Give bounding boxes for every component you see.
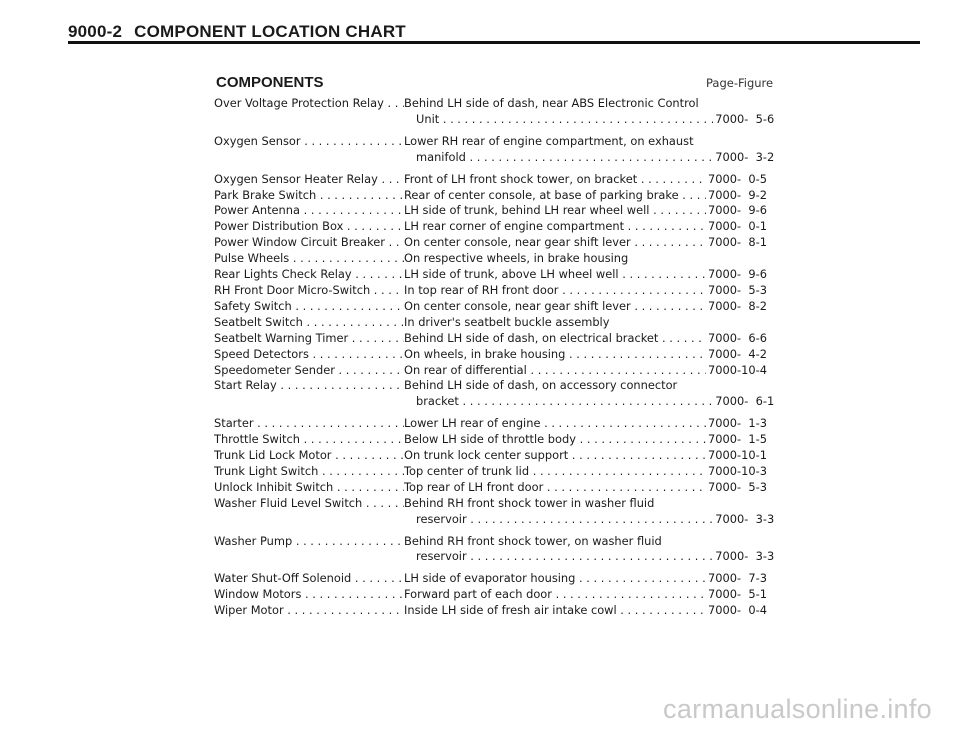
table-row-continuation (214, 549, 794, 565)
page-figure-ref: 7000- 4-2 (708, 346, 767, 361)
component-name: Rear Lights Check Relay . . . (214, 267, 404, 283)
component-table (214, 96, 794, 619)
page-figure-ref: 7000-10-1 (708, 448, 767, 463)
component-location: In top rear of RH front door . . . (404, 283, 706, 299)
table-row (214, 432, 794, 448)
page-figure-ref: 7000- 3-3 (715, 549, 775, 564)
page-figure-ref: 7000- 6-1 (715, 394, 775, 409)
page-figure-ref: 7000- 5-6 (715, 111, 775, 126)
component-name: Water Shut-Off Solenoid . . . (214, 571, 404, 587)
component-location: Behind LH side of dash, near ABS Electronic Control (404, 96, 699, 110)
component-name (214, 549, 401, 565)
component-name: Washer Fluid Level Switch . . . (214, 496, 404, 512)
component-name: Trunk Lid Lock Motor . . . (214, 448, 404, 464)
component-location: LH side of trunk, above LH wheel well . . . (404, 267, 706, 283)
table-row (214, 448, 794, 464)
page-figure-ref: 7000- 7-3 (708, 571, 767, 586)
page-figure-ref: 7000- 3-2 (715, 149, 775, 164)
component-name: Park Brake Switch . . . (214, 188, 404, 204)
component-name: Oxygen Sensor Heater Relay . . . (214, 172, 404, 188)
table-row (214, 267, 794, 283)
component-location: Inside LH side of fresh air intake cowl . . . (404, 603, 706, 619)
page-figure-ref (706, 251, 788, 267)
table-row (214, 496, 794, 512)
component-location: Behind LH side of dash, on accessory connector (404, 378, 678, 393)
component-location: On respective wheels, in brake housing (404, 251, 629, 266)
table-row (214, 283, 794, 299)
component-name: Start Relay . . . (214, 378, 404, 394)
table-row (214, 534, 794, 550)
table-row-continuation (214, 512, 794, 528)
page-title: COMPONENT LOCATION CHART (134, 22, 406, 41)
table-row-continuation (214, 112, 794, 128)
page-figure-ref: 7000- 1-5 (708, 432, 767, 447)
page-figure-ref: 7000- 0-5 (708, 171, 767, 186)
component-name (214, 112, 401, 128)
component-name: Throttle Switch . . . (214, 432, 404, 448)
component-location: Front of LH front shock tower, on bracket . . . (404, 172, 706, 188)
component-name: Unlock Inhibit Switch . . . (214, 480, 404, 496)
table-row (214, 172, 794, 188)
page-header (68, 22, 406, 42)
component-location: manifold . . . (401, 150, 713, 166)
table-row (214, 299, 794, 315)
page-figure-ref (706, 496, 788, 512)
component-name: Wiper Motor . . . (214, 603, 404, 619)
page-figure-ref: 7000- 5-1 (708, 587, 767, 602)
page-figure-ref (706, 534, 788, 550)
table-row-continuation (214, 394, 794, 410)
component-location: Rear of center console, at base of parking brake . . . (404, 188, 706, 204)
component-name: Seatbelt Warning Timer . . . (214, 331, 404, 347)
component-location: Behind LH side of dash, on electrical bracket . . . (404, 331, 706, 347)
component-name (214, 150, 401, 166)
table-row (214, 571, 794, 587)
page-figure-ref (706, 378, 788, 394)
component-name: Window Motors . . . (214, 587, 404, 603)
component-location: LH side of trunk, behind LH rear wheel well . . . (404, 203, 706, 219)
page-number: 9000-2 (68, 22, 123, 41)
table-row (214, 134, 794, 150)
page-figure-ref: 7000- 5-3 (708, 479, 767, 494)
page-figure-ref: 7000- 6-6 (708, 330, 767, 345)
table-row (214, 480, 794, 496)
component-location: Below LH side of throttle body . . . (404, 432, 706, 448)
component-location: LH side of evaporator housing . . . (404, 571, 706, 587)
component-location: Lower LH rear of engine . . . (404, 416, 706, 432)
component-name: Safety Switch . . . (214, 299, 404, 315)
component-location: On center console, near gear shift lever . . . (404, 299, 706, 315)
component-location: Lower RH rear of engine compartment, on exhaust (404, 133, 694, 148)
page-figure-ref: 7000- 3-3 (715, 511, 775, 526)
component-location: On rear of differential . . . (404, 363, 706, 379)
component-name: Speedometer Sender . . . (214, 363, 404, 379)
component-name: RH Front Door Micro-Switch . . . (214, 283, 404, 299)
page-figure-ref (706, 134, 788, 150)
table-row (214, 331, 794, 347)
table-row-continuation (214, 150, 794, 166)
table-row (214, 603, 794, 619)
component-location: Unit . . . (401, 112, 713, 128)
table-row (214, 219, 794, 235)
component-name: Speed Detectors . . . (214, 347, 404, 363)
figure-column-heading: Page-Figure (706, 76, 774, 90)
page-figure-ref: 7000- 8-1 (708, 235, 767, 250)
table-row (214, 315, 794, 331)
component-name: Seatbelt Switch . . . (214, 315, 404, 331)
page-figure-ref: 7000- 9-6 (708, 267, 767, 282)
component-location: Top rear of LH front door . . . (404, 480, 706, 496)
component-name (214, 394, 401, 410)
page-figure-ref: 7000- 0-4 (708, 603, 767, 618)
component-name: Over Voltage Protection Relay . . . (214, 96, 404, 112)
page-figure-ref: 7000- 8-2 (708, 298, 767, 313)
table-row (214, 378, 794, 394)
page-figure-ref: 7000- 5-3 (708, 282, 767, 297)
component-name: Power Distribution Box . . . (214, 219, 404, 235)
table-row (214, 464, 794, 480)
component-name: Starter . . . (214, 416, 404, 432)
component-name: Trunk Light Switch . . . (214, 464, 404, 480)
component-location: In driver's seatbelt buckle assembly (404, 314, 610, 329)
header-rule (68, 41, 920, 44)
table-row (214, 203, 794, 219)
table-row (214, 235, 794, 251)
page-figure-ref: 7000-10-3 (708, 463, 767, 478)
component-name: Power Antenna . . . (214, 203, 404, 219)
table-row (214, 416, 794, 432)
component-location: On wheels, in brake housing . . . (404, 347, 706, 363)
component-name: Pulse Wheels . . . (214, 251, 404, 267)
table-row (214, 347, 794, 363)
table-row (214, 188, 794, 204)
page-figure-ref: 7000- 9-6 (708, 203, 767, 218)
page-figure-ref (706, 96, 788, 112)
component-location: On center console, near gear shift lever . . . (404, 235, 706, 251)
component-location: reservoir . . . (401, 512, 713, 528)
page-figure-ref: 7000- 9-2 (708, 187, 767, 202)
watermark: carmanualsonline.info (663, 694, 932, 724)
component-location: Top center of trunk lid . . . (404, 464, 706, 480)
component-location: Behind RH front shock tower in washer fluid (404, 495, 655, 510)
component-location: Behind RH front shock tower, on washer fluid (404, 533, 662, 548)
page-figure-ref: 7000- 0-1 (708, 219, 767, 234)
table-row (214, 251, 794, 267)
table-row (214, 587, 794, 603)
component-name (214, 512, 401, 528)
component-location: Forward part of each door . . . (404, 587, 706, 603)
component-location: reservoir . . . (401, 549, 713, 565)
component-location: On trunk lock center support . . . (404, 448, 706, 464)
component-name: Washer Pump . . . (214, 534, 404, 550)
section-title: COMPONENTS (216, 74, 324, 91)
table-row (214, 96, 794, 112)
component-location: LH rear corner of engine compartment . . . (404, 219, 706, 235)
component-name: Oxygen Sensor . . . (214, 134, 404, 150)
page-figure-ref: 7000-10-4 (708, 362, 767, 377)
table-row (214, 363, 794, 379)
page-figure-ref (706, 315, 788, 331)
component-name: Power Window Circuit Breaker . . . (214, 235, 404, 251)
page-figure-ref: 7000- 1-3 (708, 416, 767, 431)
component-location: bracket . . . (401, 394, 713, 410)
